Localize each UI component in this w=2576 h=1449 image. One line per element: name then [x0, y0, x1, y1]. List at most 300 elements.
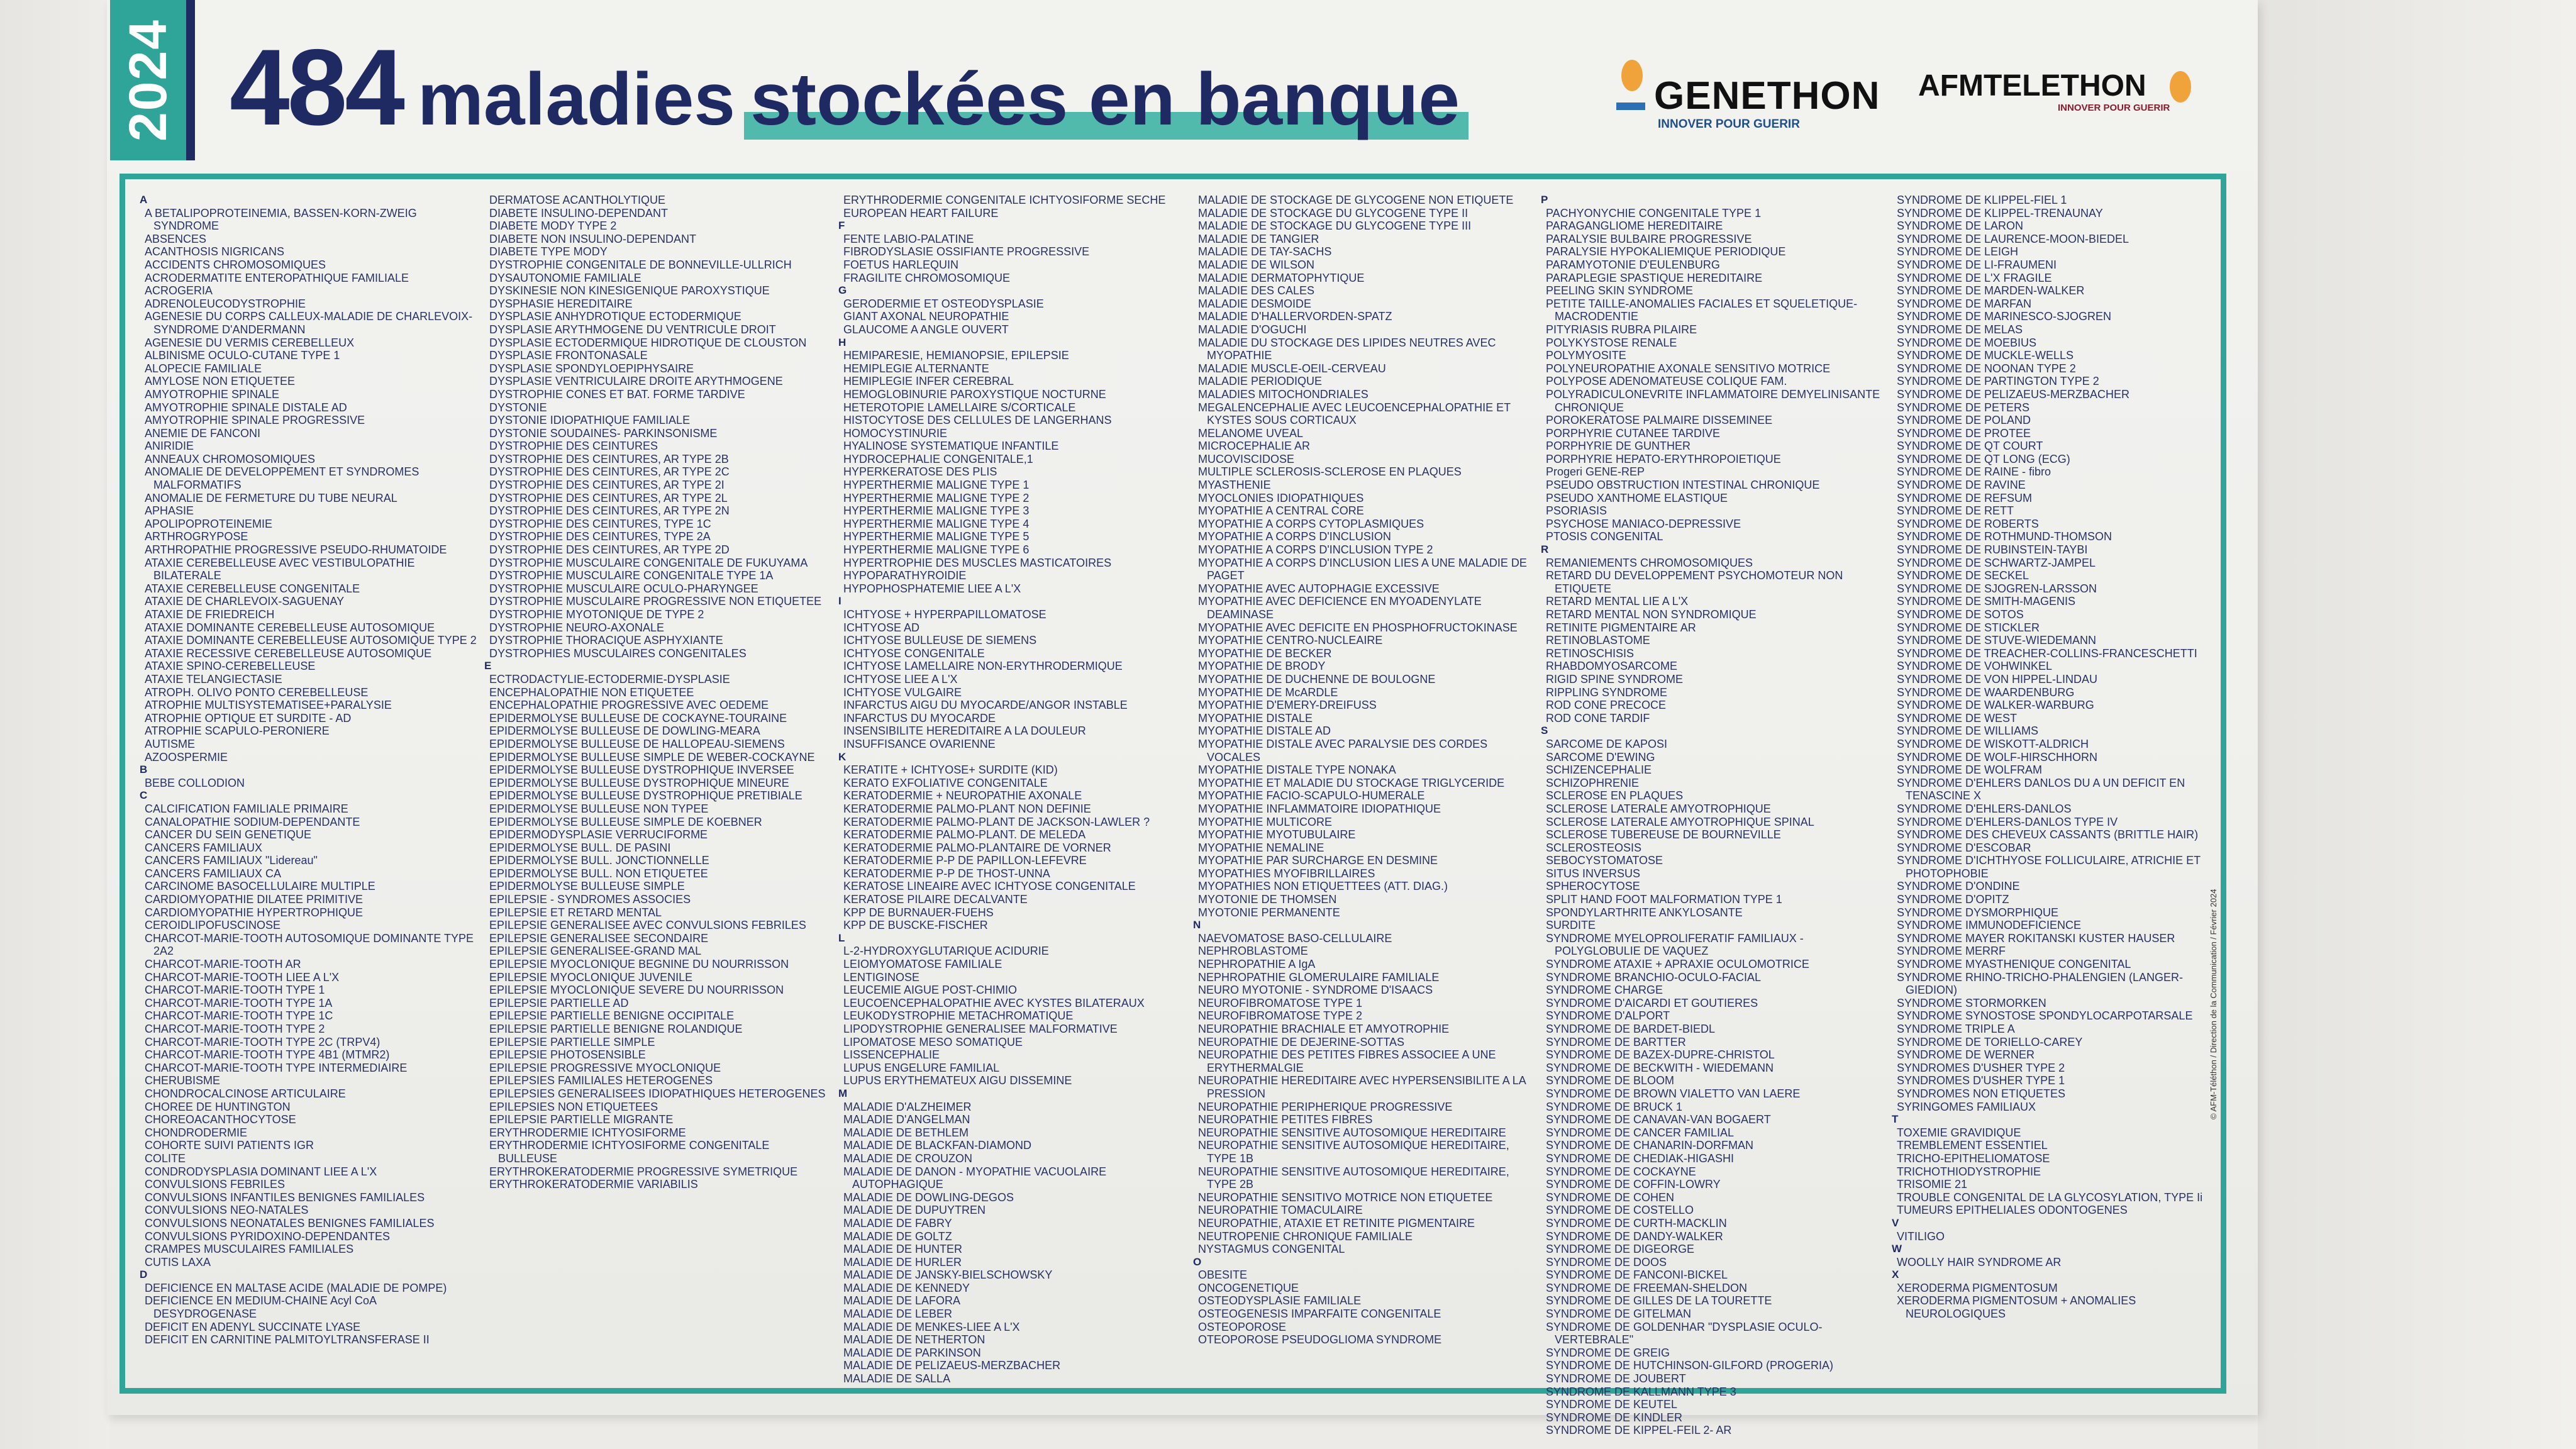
- disease-item: SYNDROME DE SCHWARTZ-JAMPEL: [1897, 556, 2096, 569]
- letter-header: C: [140, 789, 148, 802]
- disease-item: DYSTROPHIE DES CEINTURES, TYPE 1C: [489, 517, 711, 530]
- disease-item: SYNDROME DE DANDY-WALKER: [1546, 1230, 1723, 1243]
- disease-item: DYSTROPHIE MUSCULAIRE OCULO-PHARYNGEE: [489, 582, 758, 595]
- letter-header: L: [838, 931, 845, 944]
- disease-item: SYNDROME DE MELAS: [1897, 323, 2023, 336]
- disease-item: ENCEPHALOPATHIE PROGRESSIVE AVEC OEDEME: [489, 699, 769, 712]
- disease-item: SYNDROME D'EHLERS DANLOS DU A UN DEFICIT EN TENASCINE X: [1897, 776, 2185, 802]
- disease-item: MALADIE DE KENNEDY: [843, 1281, 970, 1294]
- disease-item: EPIDERMOLYSE BULLEUSE DYSTROPHIQUE INVERSEE: [489, 763, 794, 777]
- disease-item: EPIDERMOLYSE BULLEUSE SIMPLE DE KOEBNER: [489, 815, 762, 828]
- disease-item: SYNDROME DE KLIPPEL-TRENAUNAY: [1897, 206, 2103, 219]
- disease-item: SURDITE: [1546, 919, 1596, 932]
- disease-item: DYSTROPHIE DES CEINTURES, AR TYPE 2D: [489, 543, 730, 557]
- disease-item: DYSTROPHIE CONES ET BAT. FORME TARDIVE: [489, 387, 745, 401]
- disease-item: SYNDROME DE WILLIAMS: [1897, 724, 2039, 738]
- disease-item: RETARD MENTAL LIE A L'X: [1546, 595, 1689, 608]
- disease-item: CONVULSIONS PYRIDOXINO-DEPENDANTES: [145, 1230, 391, 1243]
- disease-item: OTEOPOROSE PSEUDOGLIOMA SYNDROME: [1198, 1333, 1442, 1346]
- disease-item: SCLEROSTEOSIS: [1546, 841, 1642, 854]
- disease-item: EPIDERMOLYSE BULLEUSE SIMPLE DE WEBER-COCKAYNE: [489, 750, 815, 763]
- disease-item: MYOTONIE DE THOMSEN: [1198, 893, 1337, 906]
- disease-item: RETINOSCHISIS: [1546, 647, 1635, 660]
- disease-item: SYNDROME DE COSTELLO: [1546, 1204, 1694, 1217]
- disease-item: INSENSIBILITE HEREDITAIRE A LA DOULEUR: [843, 724, 1086, 738]
- wall-background: [2258, 0, 2576, 1449]
- letter-header: D: [140, 1269, 148, 1281]
- disease-item: PARALYSIE BULBAIRE PROGRESSIVE: [1546, 232, 1752, 245]
- disease-item: PORPHYRIE DE GUNTHER: [1546, 440, 1691, 453]
- disease-item: EPIDERMOLYSE BULL. JONCTIONNELLE: [489, 854, 709, 867]
- disease-item: ATROPHIE MULTISYSTEMATISEE+PARALYSIE: [145, 699, 392, 712]
- disease-item: MALADIE DE STOCKAGE DE GLYCOGENE NON ETIQUETE: [1198, 194, 1514, 206]
- disease-item: MALADIE DE PELIZAEUS-MERZBACHER: [843, 1359, 1061, 1372]
- disease-item: HYDROCEPHALIE CONGENITALE,1: [843, 452, 1033, 465]
- disease-item: NEURO MYOTONIE - SYNDROME D'ISAACS: [1198, 984, 1433, 997]
- disease-item: EPILEPSIE PARTIELLE BENIGNE OCCIPITALE: [489, 1009, 735, 1023]
- letter-header: G: [838, 284, 847, 297]
- disease-item: CARDIOMYOPATHIE HYPERTROPHIQUE: [145, 906, 364, 919]
- disease-item: OSTEOGENESIS IMPARFAITE CONGENITALE: [1198, 1307, 1441, 1321]
- page-title: [230, 25, 1460, 150]
- disease-item: DYSTROPHIE MUSCULAIRE CONGENITALE DE FUKUYAMA: [489, 556, 808, 569]
- disease-item: FENTE LABIO-PALATINE: [843, 232, 974, 245]
- disease-item: SYNDROME DE LI-FRAUMENI: [1897, 258, 2057, 271]
- disease-item: SYNDROME DE GOLDENHAR "DYSPLASIE OCULO-VERTEBRALE": [1546, 1320, 1823, 1346]
- wall-background: [0, 0, 110, 1449]
- disease-item: DEFICIT EN CARNITINE PALMITOYLTRANSFERASE II: [145, 1333, 430, 1346]
- disease-item: PARAGANGLIOME HEREDITAIRE: [1546, 219, 1723, 233]
- disease-item: SYNDROME TRIPLE A: [1897, 1023, 2015, 1035]
- disease-item: DYSTONIE: [489, 401, 547, 414]
- disease-item: SYNDROME DE WAARDENBURG: [1897, 686, 2075, 699]
- disease-item: KERATOSE LINEAIRE AVEC ICHTYOSE CONGENITALE: [843, 880, 1136, 893]
- disease-item: SYNDROME DE MOEBIUS: [1897, 336, 2037, 349]
- disease-item: SYNDROME DE WERNER: [1897, 1048, 2035, 1062]
- disease-item: MYOPATHIE DE BRODY: [1198, 660, 1326, 673]
- disease-item: DYSKINESIE NON KINESIGENIQUE PAROXYSTIQUE: [489, 284, 770, 297]
- disease-item: SYNDROMES D'USHER TYPE 2: [1897, 1061, 2065, 1074]
- disease-item: SYNDROME DE CANAVAN-VAN BOGAERT: [1546, 1113, 1771, 1126]
- disease-item: ICHTYOSE LIEE A L'X: [843, 672, 958, 686]
- disease-item: NEPHROPATHIE A IgA: [1198, 958, 1316, 971]
- disease-item: MALADIE DU STOCKAGE DES LIPIDES NEUTRES AVEC MYOPATHIE: [1198, 336, 1496, 362]
- disease-item: CANCER DU SEIN GENETIQUE: [145, 828, 312, 841]
- disease-item: NEUROPATHIE, ATAXIE ET RETINITE PIGMENTAIRE: [1198, 1216, 1475, 1230]
- disease-item: MALADIE DE FABRY: [843, 1216, 952, 1230]
- disease-item: NEUROPATHIE BRACHIALE ET AMYOTROPHIE: [1198, 1023, 1450, 1035]
- disease-item: NEUROFIBROMATOSE TYPE 2: [1198, 1009, 1363, 1023]
- disease-item: CARCINOME BASOCELLULAIRE MULTIPLE: [145, 880, 375, 893]
- disease-item: SYNDROME DE MARDEN-WALKER: [1897, 284, 2085, 297]
- disease-item: SCLEROSE LATERALE AMYOTROPHIQUE SPINAL: [1546, 815, 1814, 828]
- disease-item: EPIDERMOLYSE BULLEUSE NON TYPEE: [489, 802, 709, 815]
- disease-item: SCHIZENCEPHALIE: [1546, 763, 1652, 777]
- disease-item: TOXEMIE GRAVIDIQUE: [1897, 1126, 2021, 1139]
- disease-item: NAEVOMATOSE BASO-CELLULAIRE: [1198, 931, 1392, 945]
- disease-item: HYPERTROPHIE DES MUSCLES MASTICATOIRES: [843, 556, 1112, 569]
- disease-item: SYNDROME DE STUVE-WIEDEMANN: [1897, 634, 2097, 647]
- year-label: 2024: [118, 19, 177, 142]
- disease-item: EPILEPSIES FAMILIALES HETEROGENES: [489, 1074, 713, 1087]
- disease-item: EPIDERMOLYSE BULLEUSE DE HALLOPEAU-SIEMENS: [489, 737, 785, 750]
- disease-item: DYSAUTONOMIE FAMILIALE: [489, 271, 641, 284]
- disease-column: [1541, 194, 1884, 1437]
- disease-item: HYALINOSE SYSTEMATIQUE INFANTILE: [843, 440, 1059, 453]
- disease-item: LEUKODYSTROPHIE METACHROMATIQUE: [843, 1009, 1074, 1023]
- disease-item: SPLIT HAND FOOT MALFORMATION TYPE 1: [1546, 893, 1782, 906]
- disease-item: EPILEPSIE MYOCLONIQUE SEVERE DU NOURRISSON: [489, 984, 784, 997]
- disease-item: MYOPATHIE DISTALE AD: [1198, 724, 1331, 738]
- disease-item: SYNDROME DE PETERS: [1897, 401, 2030, 414]
- disease-item: EPIDERMOLYSE BULLEUSE SIMPLE: [489, 880, 685, 893]
- disease-item: AUTISME: [145, 737, 196, 750]
- disease-item: POLYRADICULONEVRITE INFLAMMATOIRE DEMYELINISANTE CHRONIQUE: [1546, 387, 1880, 414]
- disease-item: ARTHROPATHIE PROGRESSIVE PSEUDO-RHUMATOIDE: [145, 543, 447, 557]
- disease-item: ATAXIE TELANGIECTASIE: [145, 672, 282, 686]
- disease-item: SYNDROME D'ALPORT: [1546, 1009, 1670, 1023]
- disease-item: MALADIE DE BETHLEM: [843, 1126, 969, 1139]
- disease-item: DYSPLASIE VENTRICULAIRE DROITE ARYTHMOGENE: [489, 375, 783, 388]
- disease-item: BEBE COLLODION: [145, 776, 245, 789]
- disease-item: MYOPATHIE AVEC DEFICITE EN PHOSPHOFRUCTOKINASE: [1198, 621, 1518, 634]
- disease-item: MYOPATHIE A CORPS D'INCLUSION: [1198, 530, 1391, 543]
- disease-item: MALADIE DE MENKES-LIEE A L'X: [843, 1320, 1020, 1333]
- disease-item: DYSTROPHIE NEURO-AXONALE: [489, 621, 665, 634]
- disease-item: RETARD MENTAL NON SYNDROMIQUE: [1546, 608, 1757, 621]
- disease-item: ANEMIE DE FANCONI: [145, 426, 261, 440]
- disease-item: MYOPATHIE CENTRO-NUCLEAIRE: [1198, 634, 1383, 647]
- disease-item: SYNDROME MERRF: [1897, 945, 2006, 958]
- disease-item: SYNDROME DYSMORPHIQUE: [1897, 906, 2059, 919]
- disease-item: SYNDROME DE BLOOM: [1546, 1074, 1675, 1087]
- disease-item: DYSTROPHIE DES CEINTURES, AR TYPE 2N: [489, 504, 730, 518]
- disease-item: DYSTROPHIE DES CEINTURES, AR TYPE 2L: [489, 491, 728, 504]
- disease-item: MYOPATHIE AVEC DEFICIENCE EN MYOADENYLATE DEAMINASE: [1198, 595, 1482, 621]
- disease-item: SYNDROME DE SECKEL: [1897, 569, 2029, 582]
- disease-item: SYNDROME DE LEIGH: [1897, 245, 2019, 258]
- disease-item: EPILEPSIES NON ETIQUETEES: [489, 1100, 658, 1113]
- disease-item: TRISOMIE 21: [1897, 1178, 1968, 1191]
- disease-item: KERATODERMIE + NEUROPATHIE AXONALE: [843, 789, 1082, 802]
- disease-item: EPILEPSIE PARTIELLE BENIGNE ROLANDIQUE: [489, 1023, 743, 1035]
- disease-item: GLAUCOME A ANGLE OUVERT: [843, 323, 1009, 336]
- letter-header: O: [1193, 1255, 1202, 1268]
- afm-name: AFMTELETHON: [1918, 69, 2146, 103]
- disease-item: OSTEODYSPLASIE FAMILIALE: [1198, 1294, 1362, 1307]
- disease-item: ATAXIE SPINO-CEREBELLEUSE: [145, 660, 316, 673]
- disease-item: SYNDROME DE BRUCK 1: [1546, 1100, 1683, 1113]
- disease-item: PORPHYRIE CUTANEE TARDIVE: [1546, 426, 1721, 440]
- disease-item: KERATODERMIE P-P DE THOST-UNNA: [843, 867, 1050, 880]
- disease-item: DYSTROPHIE MUSCULAIRE CONGENITALE TYPE 1A: [489, 569, 774, 582]
- disease-item: ANOMALIE DE DEVELOPPEMENT ET SYNDROMES MALFORMATIFS: [145, 465, 419, 492]
- disease-item: SYNDROME DE DOOS: [1546, 1255, 1667, 1269]
- disease-item: EPILEPSIE PARTIELLE MIGRANTE: [489, 1113, 674, 1126]
- disease-item: CHARCOT-MARIE-TOOTH TYPE 2: [145, 1023, 325, 1035]
- title-highlight: stockées en banque: [750, 58, 1460, 141]
- disease-item: MALADIE DE CROUZON: [843, 1152, 973, 1165]
- disease-item: SYNDROMES D'USHER TYPE 1: [1897, 1074, 2065, 1087]
- disease-item: XERODERMA PIGMENTOSUM + ANOMALIES NEUROLOGIQUES: [1897, 1294, 2136, 1321]
- disease-item: RETINITE PIGMENTAIRE AR: [1546, 621, 1696, 634]
- disease-item: EPIDERMOLYSE BULLEUSE DYSTROPHIQUE PRETIBIALE: [489, 789, 802, 802]
- disease-item: DYSTROPHIE DES CEINTURES, TYPE 2A: [489, 530, 711, 543]
- disease-item: EPILEPSIE GENERALISEE SECONDAIRE: [489, 931, 709, 945]
- disease-item: SYNDROME DE BECKWITH - WIEDEMANN: [1546, 1061, 1774, 1074]
- disease-item: ACROGERIA: [145, 284, 213, 297]
- disease-item: ACANTHOSIS NIGRICANS: [145, 245, 285, 258]
- disease-item: LUPUS ENGELURE FAMILIAL: [843, 1061, 1000, 1074]
- disease-item: KERATITE + ICHTYOSE+ SURDITE (KID): [843, 763, 1058, 777]
- disease-item: SYNDROME DE CANCER FAMILIAL: [1546, 1126, 1735, 1139]
- disease-item: MYOPATHIE DE DUCHENNE DE BOULOGNE: [1198, 672, 1436, 686]
- disease-item: EPILEPSIE MYOCLONIQUE JUVENILE: [489, 970, 693, 984]
- disease-item: CONVULSIONS NEONATALES BENIGNES FAMILIALES: [145, 1216, 435, 1230]
- disease-item: DIABETE MODY TYPE 2: [489, 219, 617, 233]
- disease-item: ATROPH. OLIVO PONTO CEREBELLEUSE: [145, 686, 369, 699]
- disease-item: SEBOCYSTOMATOSE: [1546, 854, 1663, 867]
- disease-item: SYNDROME DE BROWN VIALETTO VAN LAERE: [1546, 1087, 1801, 1100]
- genethon-tagline: INNOVER POUR GUERIR: [1658, 118, 1800, 131]
- disease-item: DYSTONIE IDIOPATHIQUE FAMILIALE: [489, 414, 691, 427]
- disease-item: SYNDROME D'AICARDI ET GOUTIERES: [1546, 996, 1758, 1009]
- disease-item: NEUROPATHIE SENSITIVE AUTOSOMIQUE HEREDITAIRE, TYPE 2B: [1198, 1165, 1509, 1191]
- disease-item: MYOTONIE PERMANENTE: [1198, 906, 1340, 919]
- disease-item: RIPPLING SYNDROME: [1546, 686, 1668, 699]
- disease-item: OSTEOPOROSE: [1198, 1320, 1287, 1333]
- disease-item: PETITE TAILLE-ANOMALIES FACIALES ET SQUELETIQUE-MACRODENTIE: [1546, 297, 1858, 323]
- disease-item: ERYTHRODERMIE ICHTYOSIFORME: [489, 1126, 686, 1139]
- disease-item: VITILIGO: [1897, 1230, 1945, 1243]
- disease-item: DEFICIT EN ADENYL SUCCINATE LYASE: [145, 1320, 361, 1333]
- disease-item: CHONDROCALCINOSE ARTICULAIRE: [145, 1087, 346, 1100]
- disease-item: CHOREOACANTHOCYTOSE: [145, 1113, 296, 1126]
- disease-item: NYSTAGMUS CONGENITAL: [1198, 1243, 1345, 1256]
- disease-item: ICHTYOSE CONGENITALE: [843, 647, 985, 660]
- disease-item: MYOPATHIE DE BECKER: [1198, 647, 1332, 660]
- disease-item: EPILEPSIE PROGRESSIVE MYOCLONIQUE: [489, 1061, 721, 1074]
- disease-item: NEUTROPENIE CHRONIQUE FAMILIALE: [1198, 1230, 1413, 1243]
- letter-header: F: [838, 219, 845, 232]
- disease-item: SYNDROME RHINO-TRICHO-PHALENGIEN (LANGER-GIEDION): [1897, 970, 2184, 997]
- disease-item: REMANIEMENTS CHROMOSOMIQUES: [1546, 556, 1753, 569]
- disease-item: SPHEROCYTOSE: [1546, 880, 1640, 893]
- disease-item: FRAGILITE CHROMOSOMIQUE: [843, 271, 1011, 284]
- disease-item: SYNDROME DE SJOGREN-LARSSON: [1897, 582, 2097, 595]
- disease-item: SYNDROME DE WOLFRAM: [1897, 763, 2043, 777]
- disease-item: SYNDROME DE GILLES DE LA TOURETTE: [1546, 1294, 1772, 1307]
- disease-item: SYNDROME DE NOONAN TYPE 2: [1897, 362, 2076, 375]
- disease-item: MALADIE DE BLACKFAN-DIAMOND: [843, 1139, 1032, 1152]
- disease-item: HYPOPARATHYROIDIE: [843, 569, 967, 582]
- letter-header: X: [1892, 1269, 1899, 1281]
- disease-item: CONVULSIONS NEO-NATALES: [145, 1204, 309, 1217]
- disease-item: SYNDROME DE GREIG: [1546, 1346, 1670, 1359]
- disease-item: MALADIE DE JANSKY-BIELSCHOWSKY: [843, 1269, 1053, 1282]
- disease-item: EPIDERMOLYSE BULLEUSE DYSTROPHIQUE MINEURE: [489, 776, 789, 789]
- disease-item: AMYLOSE NON ETIQUETEE: [145, 375, 296, 388]
- disease-item: MYOPATHIE FACIO-SCAPULO-HUMERALE: [1198, 789, 1425, 802]
- disease-item: ICHTYOSE BULLEUSE DE SIEMENS: [843, 634, 1037, 647]
- disease-item: SYNDROME DE COHEN: [1546, 1191, 1675, 1204]
- disease-item: MYOPATHIES NON ETIQUETTEES (ATT. DIAG.): [1198, 880, 1448, 893]
- disease-item: ICHTYOSE VULGAIRE: [843, 686, 962, 699]
- letter-header: H: [838, 336, 847, 348]
- disease-item: TROUBLE CONGENITAL DE LA GLYCOSYLATION, TYPE Ii: [1897, 1191, 2203, 1204]
- disease-item: EPIDERMODYSPLASIE VERRUCIFORME: [489, 828, 708, 841]
- disease-item: PARAPLEGIE SPASTIQUE HEREDITAIRE: [1546, 271, 1763, 284]
- disease-item: OBESITE: [1198, 1269, 1248, 1282]
- disease-item: ANOMALIE DE FERMETURE DU TUBE NEURAL: [145, 491, 397, 504]
- disease-item: SYNDROME DE JOUBERT: [1546, 1372, 1686, 1385]
- disease-item: INFARCTUS DU MYOCARDE: [843, 711, 996, 724]
- disease-item: SYNDROME DE QT COURT: [1897, 440, 2043, 453]
- disease-item: SYNDROME DE COFFIN-LOWRY: [1546, 1178, 1721, 1191]
- disease-item: MYOPATHIE D'EMERY-DREIFUSS: [1198, 699, 1377, 712]
- disease-item: POLYKYSTOSE RENALE: [1546, 336, 1677, 349]
- disease-item: PORPHYRIE HEPATO-ERYTHROPOIETIQUE: [1546, 452, 1781, 465]
- disease-item: KERATO EXFOLIATIVE CONGENITALE: [843, 776, 1048, 789]
- disease-item: SYNDROME DE KEUTEL: [1546, 1398, 1678, 1411]
- disease-item: ICHTYOSE LAMELLAIRE NON-ERYTHRODERMIQUE: [843, 660, 1123, 673]
- genethon-name: GENETHON: [1654, 74, 1880, 118]
- disease-item: ERYTHRODERMIE ICHTYOSIFORME CONGENITALE BULLEUSE: [489, 1139, 770, 1165]
- disease-item: HYPERTHERMIE MALIGNE TYPE 1: [843, 479, 1030, 492]
- disease-item: LEIOMYOMATOSE FAMILIALE: [843, 958, 1002, 971]
- disease-item: SYNDROME MAYER ROKITANSKI KUSTER HAUSER: [1897, 931, 2175, 945]
- disease-item: SYNDROME D'ESCOBAR: [1897, 841, 2031, 854]
- disease-item: CHARCOT-MARIE-TOOTH TYPE 1: [145, 984, 325, 997]
- disease-item: DIABETE TYPE MODY: [489, 245, 608, 258]
- disease-item: PSYCHOSE MANIACO-DEPRESSIVE: [1546, 517, 1741, 530]
- disease-item: CHERUBISME: [145, 1074, 221, 1087]
- disease-item: SYNDROME DE KLIPPEL-FIEL 1: [1897, 194, 2067, 206]
- disease-item: SCLEROSE LATERALE AMYOTROPHIQUE: [1546, 802, 1771, 815]
- disease-item: ANNEAUX CHROMOSOMIQUES: [145, 452, 316, 465]
- disease-item: EPILEPSIE ET RETARD MENTAL: [489, 906, 662, 919]
- disease-item: POROKERATOSE PALMAIRE DISSEMINEE: [1546, 414, 1773, 427]
- disease-item: SYNDROME D'ICHTHYOSE FOLLICULAIRE, ATRICHIE ET PHOTOPHOBIE: [1897, 854, 2201, 880]
- disease-item: HYPERTHERMIE MALIGNE TYPE 6: [843, 543, 1030, 557]
- disease-item: MALADIES MITOCHONDRIALES: [1198, 387, 1368, 401]
- disease-item: LIPODYSTROPHIE GENERALISEE MALFORMATIVE: [843, 1023, 1118, 1035]
- disease-item: DYSPLASIE SPONDYLOEPIPHYSAIRE: [489, 362, 694, 375]
- disease-item: PEELING SKIN SYNDROME: [1546, 284, 1694, 297]
- disease-item: DYSTROPHIE DES CEINTURES, AR TYPE 2I: [489, 479, 724, 492]
- disease-item: SCLEROSE TUBEREUSE DE BOURNEVILLE: [1546, 828, 1781, 841]
- disease-item: GIANT AXONAL NEUROPATHIE: [843, 310, 1009, 323]
- disease-item: MALADIE D'ALZHEIMER: [843, 1100, 972, 1113]
- disease-item: HYPERTHERMIE MALIGNE TYPE 4: [843, 517, 1030, 530]
- disease-item: CHARCOT-MARIE-TOOTH TYPE 2C (TRPV4): [145, 1035, 380, 1048]
- disease-item: NEUROPATHIE SENSITIVE AUTOSOMIQUE HEREDITAIRE, TYPE 1B: [1198, 1139, 1509, 1165]
- disease-item: XERODERMA PIGMENTOSUM: [1897, 1281, 2058, 1294]
- disease-item: DYSTROPHIES MUSCULAIRES CONGENITALES: [489, 647, 747, 660]
- disease-item: SYNDROME DE STICKLER: [1897, 621, 2040, 634]
- letter-header: N: [1193, 919, 1201, 931]
- disease-item: CARDIOMYOPATHIE DILATEE PRIMITIVE: [145, 893, 364, 906]
- disease-column: [484, 194, 827, 1191]
- disease-item: SYNDROME DES CHEVEUX CASSANTS (BRITTLE HAIR): [1897, 828, 2199, 841]
- disease-item: TRICHO-EPITHELIOMATOSE: [1897, 1152, 2050, 1165]
- disease-item: DYSPHASIE HEREDITAIRE: [489, 297, 633, 310]
- disease-item: MALADIE DE DANON - MYOPATHIE VACUOLAIRE AUTOPHAGIQUE: [843, 1165, 1107, 1191]
- disease-item: PSEUDO XANTHOME ELASTIQUE: [1546, 491, 1728, 504]
- disease-item: ICHTYOSE AD: [843, 621, 920, 634]
- disease-item: KERATODERMIE PALMO-PLANTAIRE DE VORNER: [843, 841, 1111, 854]
- disease-item: RETINOBLASTOME: [1546, 634, 1650, 647]
- disease-column: [1193, 194, 1536, 1346]
- disease-item: HYPERTHERMIE MALIGNE TYPE 3: [843, 504, 1030, 518]
- disease-item: FIBRODYSLASIE OSSIFIANTE PROGRESSIVE: [843, 245, 1090, 258]
- disease-item: SYNDROME DE MARFAN: [1897, 297, 2032, 310]
- disease-item: SYNDROME DE CURTH-MACKLIN: [1546, 1216, 1727, 1230]
- disease-item: INSUFFISANCE OVARIENNE: [843, 737, 996, 750]
- disease-item: SYNDROME DE PROTEE: [1897, 426, 2031, 440]
- disease-item: RETARD DU DEVELOPPEMENT PSYCHOMOTEUR NON ETIQUETE: [1546, 569, 1843, 595]
- disease-item: SYNDROME DE GITELMAN: [1546, 1307, 1692, 1321]
- disease-item: SCLEROSE EN PLAQUES: [1546, 789, 1684, 802]
- disease-item: SYNDROME DE KIPPEL-FEIL 2- AR: [1546, 1424, 1732, 1437]
- disease-item: CHARCOT-MARIE-TOOTH AUTOSOMIQUE DOMINANTE TYPE 2A2: [145, 931, 474, 958]
- sun-icon: [1621, 60, 1643, 91]
- disease-item: HEMIPLEGIE ALTERNANTE: [843, 362, 989, 375]
- disease-item: ERYTHROKERATODERMIE PROGRESSIVE SYMETRIQUE: [489, 1165, 798, 1178]
- disease-item: SYNDROME DE RETT: [1897, 504, 2014, 518]
- disease-item: AMYOTROPHIE SPINALE: [145, 387, 280, 401]
- disease-item: PTOSIS CONGENITAL: [1546, 530, 1663, 543]
- disease-count: 484: [230, 27, 402, 148]
- disease-item: CHARCOT-MARIE-TOOTH AR: [145, 958, 301, 971]
- disease-item: MALADIE DE LAFORA: [843, 1294, 961, 1307]
- disease-item: ATAXIE DOMINANTE CEREBELLEUSE AUTOSOMIQUE TYPE 2: [145, 634, 477, 647]
- disease-item: ATAXIE DOMINANTE CEREBELLEUSE AUTOSOMIQUE: [145, 621, 435, 634]
- disease-item: KERATODERMIE PALMO-PLANT NON DEFINIE: [843, 802, 1091, 815]
- disease-item: MALADIE DESMOIDE: [1198, 297, 1312, 310]
- disease-item: SARCOME D'EWING: [1546, 750, 1655, 763]
- disease-item: KERATOSE PILAIRE DECALVANTE: [843, 893, 1028, 906]
- disease-item: SYNDROME IMMUNODEFICIENCE: [1897, 919, 2082, 932]
- disease-item: MALADIE DE LEBER: [843, 1307, 953, 1321]
- disease-item: AZOOSPERMIE: [145, 750, 228, 763]
- disease-item: DYSTROPHIE DES CEINTURES, AR TYPE 2C: [489, 465, 730, 479]
- disease-item: SYNDROME DE L'X FRAGILE: [1897, 271, 2052, 284]
- disease-item: SYNDROME DE VON HIPPEL-LINDAU: [1897, 672, 2098, 686]
- disease-item: NEUROPATHIE TOMACULAIRE: [1198, 1204, 1363, 1217]
- disease-item: EPIDERMOLYSE BULLEUSE DE DOWLING-MEARA: [489, 724, 760, 738]
- disease-item: CRAMPES MUSCULAIRES FAMILIALES: [145, 1243, 354, 1256]
- disease-item: ROD CONE TARDIF: [1546, 711, 1650, 724]
- disease-item: ATAXIE RECESSIVE CEREBELLEUSE AUTOSOMIQUE: [145, 647, 432, 660]
- disease-item: DERMATOSE ACANTHOLYTIQUE: [489, 194, 666, 206]
- disease-item: MEGALENCEPHALIE AVEC LEUCOENCEPHALOPATHIE ET KYSTES SOUS CORTICAUX: [1198, 401, 1511, 427]
- disease-item: SYNDROME D'EHLERS-DANLOS TYPE IV: [1897, 815, 2118, 828]
- disease-column: [140, 194, 482, 1346]
- disease-item: SYNDROME DE QT LONG (ECG): [1897, 452, 2070, 465]
- disease-item: MALADIE DE HUNTER: [843, 1243, 963, 1256]
- disease-item: DEFICIENCE EN MALTASE ACIDE (MALADIE DE POMPE): [145, 1281, 447, 1294]
- disease-item: CHARCOT-MARIE-TOOTH TYPE 4B1 (MTMR2): [145, 1048, 390, 1062]
- disease-item: SYNDROME MYELOPROLIFERATIF FAMILIAUX - POLYGLOBULIE DE VAQUEZ: [1546, 931, 1804, 958]
- disease-item: ATAXIE CEREBELLEUSE CONGENITALE: [145, 582, 360, 595]
- disease-item: MALADIE D'HALLERVORDEN-SPATZ: [1198, 310, 1392, 323]
- disease-item: SYNDROME DE PELIZAEUS-MERZBACHER: [1897, 387, 2130, 401]
- disease-item: CANALOPATHIE SODIUM-DEPENDANTE: [145, 815, 360, 828]
- disease-item: EPILEPSIE PARTIELLE AD: [489, 996, 629, 1009]
- disease-item: PSEUDO OBSTRUCTION INTESTINAL CHRONIQUE: [1546, 479, 1820, 492]
- disease-item: POLYPOSE ADENOMATEUSE COLIQUE FAM.: [1546, 375, 1787, 388]
